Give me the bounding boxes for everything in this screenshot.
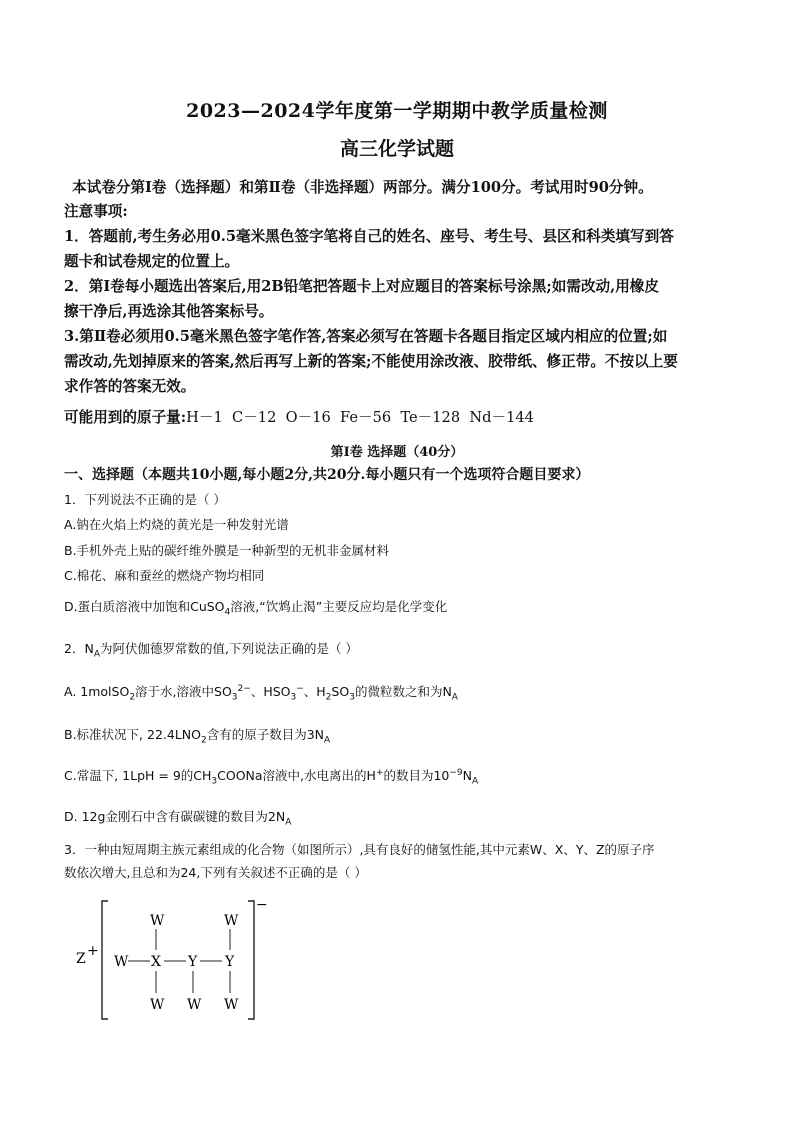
- q1-option-b: B.手机外壳上贴的碳纤维外膜是一种新型的无机非金属材料: [64, 543, 390, 558]
- q2a-11: 的微粒数之和为N: [354, 684, 452, 699]
- q2a-6: 3: [290, 692, 297, 703]
- atom-y-1: Y: [188, 954, 198, 970]
- q2-stem: [64, 639, 358, 660]
- q1-d-text-2: 溶液,“饮鸩止渴”主要反应均是化学变化: [230, 599, 448, 614]
- q2c-3: COONa溶液中,水电离出的H: [217, 768, 376, 783]
- intro-text: 本试卷分第Ⅰ卷（选择题）和第Ⅱ卷（非选择题）两部分。满分100分。考试用时90分钟。: [72, 179, 653, 196]
- exam-subtitle: 高三化学试题: [339, 138, 454, 160]
- atom-w-bottom-3: W: [224, 997, 239, 1013]
- q2c-8: A: [472, 776, 479, 787]
- atom-x: X: [151, 954, 161, 970]
- note-line-1: 1．答题前,考生务必用0.5毫米黑色签字笔将自己的姓名、座号、考生号、县区和科类填写到答: [64, 228, 674, 245]
- atomic-mass-label: 可能用到的原子量:: [64, 409, 187, 426]
- q1-option-a: A.钠在火焰上灼烧的黄光是一种发射光谱: [64, 517, 289, 532]
- q2b-2: 2: [200, 735, 207, 746]
- note-line-5: 3.第Ⅱ卷必须用0.5毫米黑色签字笔作答,答案必须写在答题卡各题目指定区域内相应的位置;如: [64, 328, 668, 345]
- q2b-3: 含有的原子数目为3N: [206, 727, 325, 742]
- note-line-2: 题卡和试卷规定的位置上。: [64, 253, 240, 270]
- atom-w-left: W: [114, 954, 129, 970]
- q2d-1: D. 12g金刚石中含有碳碳键的数目为2N: [64, 809, 286, 824]
- q2-stem-sub: A: [93, 649, 100, 660]
- right-bracket: [248, 901, 254, 1019]
- q2a-5: 、HSO: [250, 684, 291, 699]
- q2a-8: 2: [325, 692, 332, 703]
- atom-w-top-left: W: [150, 913, 165, 929]
- q1-d-sub: 4: [224, 607, 231, 618]
- exam-title: 2023—2024学年度第一学期期中教学质量检测: [186, 100, 608, 122]
- q2-option-b: [64, 725, 330, 746]
- q2a-3: 溶于水,溶液中SO: [135, 684, 232, 699]
- q2a-2: 2: [129, 692, 136, 703]
- note-line-7: 求作答的答案无效。: [64, 378, 196, 395]
- q2-option-d: [64, 807, 291, 828]
- section-heading: 一、选择题（本题共10小题,每小题2分,共20分.每小题只有一个选项符合题目要求）: [64, 467, 590, 483]
- note-line-3: 2．第Ⅰ卷每小题选出答案后,用2B铅笔把答题卡上对应题目的答案标号涂黑;如需改动,用橡皮: [64, 278, 659, 295]
- atom-w-bottom-1: W: [150, 997, 165, 1013]
- q2c-6: −9: [449, 767, 463, 778]
- q2a-10: 3: [349, 692, 355, 703]
- q2a-4: 3: [231, 692, 238, 703]
- atomic-mass-line: [64, 406, 534, 427]
- q1-option-d: [64, 597, 447, 618]
- atom-y-2: Y: [225, 954, 235, 970]
- atom-w-top-right: W: [224, 913, 239, 929]
- q2b-4: A: [324, 735, 331, 746]
- left-bracket: [102, 901, 108, 1019]
- q2-option-c: [64, 766, 478, 787]
- q2b-1: B.标准状况下, 22.4LNO: [64, 727, 201, 742]
- q1-stem: 1．下列说法不正确的是（ ）: [64, 492, 226, 507]
- q1-option-c: C.棉花、麻和蚕丝的燃烧产物均相同: [64, 568, 265, 583]
- q2c-7: N: [462, 768, 473, 783]
- q2c-1: C.常温下, 1LpH = 9的CH: [64, 768, 212, 783]
- q2-stem-2: 为阿伏伽德罗常数的值,下列说法正确的是（ ）: [99, 641, 358, 656]
- q3-stem-line-1: 3．一种由短周期主族元素组成的化合物（如图所示）,具有良好的储氢性能,其中元素W、X、Y、Z的原子序: [64, 842, 655, 857]
- q2-option-a: [64, 682, 458, 703]
- q2d-2: A: [285, 817, 292, 828]
- q2a-9: SO: [331, 684, 350, 699]
- notes-label: 注意事项:: [64, 203, 128, 220]
- q2a-6sup: −: [296, 683, 304, 694]
- q2c-2: 3: [211, 776, 218, 787]
- cation-symbol: Z: [76, 951, 86, 967]
- q2c-5: 的数目为10: [383, 768, 450, 783]
- section-title: 第Ⅰ卷 选择题（40分）: [330, 445, 464, 460]
- anion-charge: −: [256, 897, 268, 913]
- note-line-6: 需改动,先划掉原来的答案,然后再写上新的答案;不能使用涂改液、胶带纸、修正带。不按以上要: [64, 353, 678, 370]
- q2c-4: +: [375, 767, 384, 778]
- note-line-4: 擦干净后,再选涂其他答案标号。: [64, 303, 274, 320]
- cation-charge: +: [87, 943, 99, 959]
- q2a-7: 、H: [303, 684, 326, 699]
- structure-diagram: [72, 895, 272, 1025]
- q3-stem-line-2: 数依次增大,且总和为24,下列有关叙述不正确的是（ ）: [64, 865, 367, 880]
- q1-d-text-1: D.蛋白质溶液中加饱和CuSO: [64, 599, 225, 614]
- q2a-4sup: 2−: [237, 683, 251, 694]
- atom-w-bottom-2: W: [187, 997, 202, 1013]
- q2a-1: A. 1molSO: [64, 684, 130, 699]
- atomic-mass-values: H－1 C－12 O－16 Fe－56 Te－128 Nd－144: [186, 409, 534, 426]
- q2-stem-1: 2．N: [64, 641, 94, 656]
- q2a-12: A: [451, 692, 458, 703]
